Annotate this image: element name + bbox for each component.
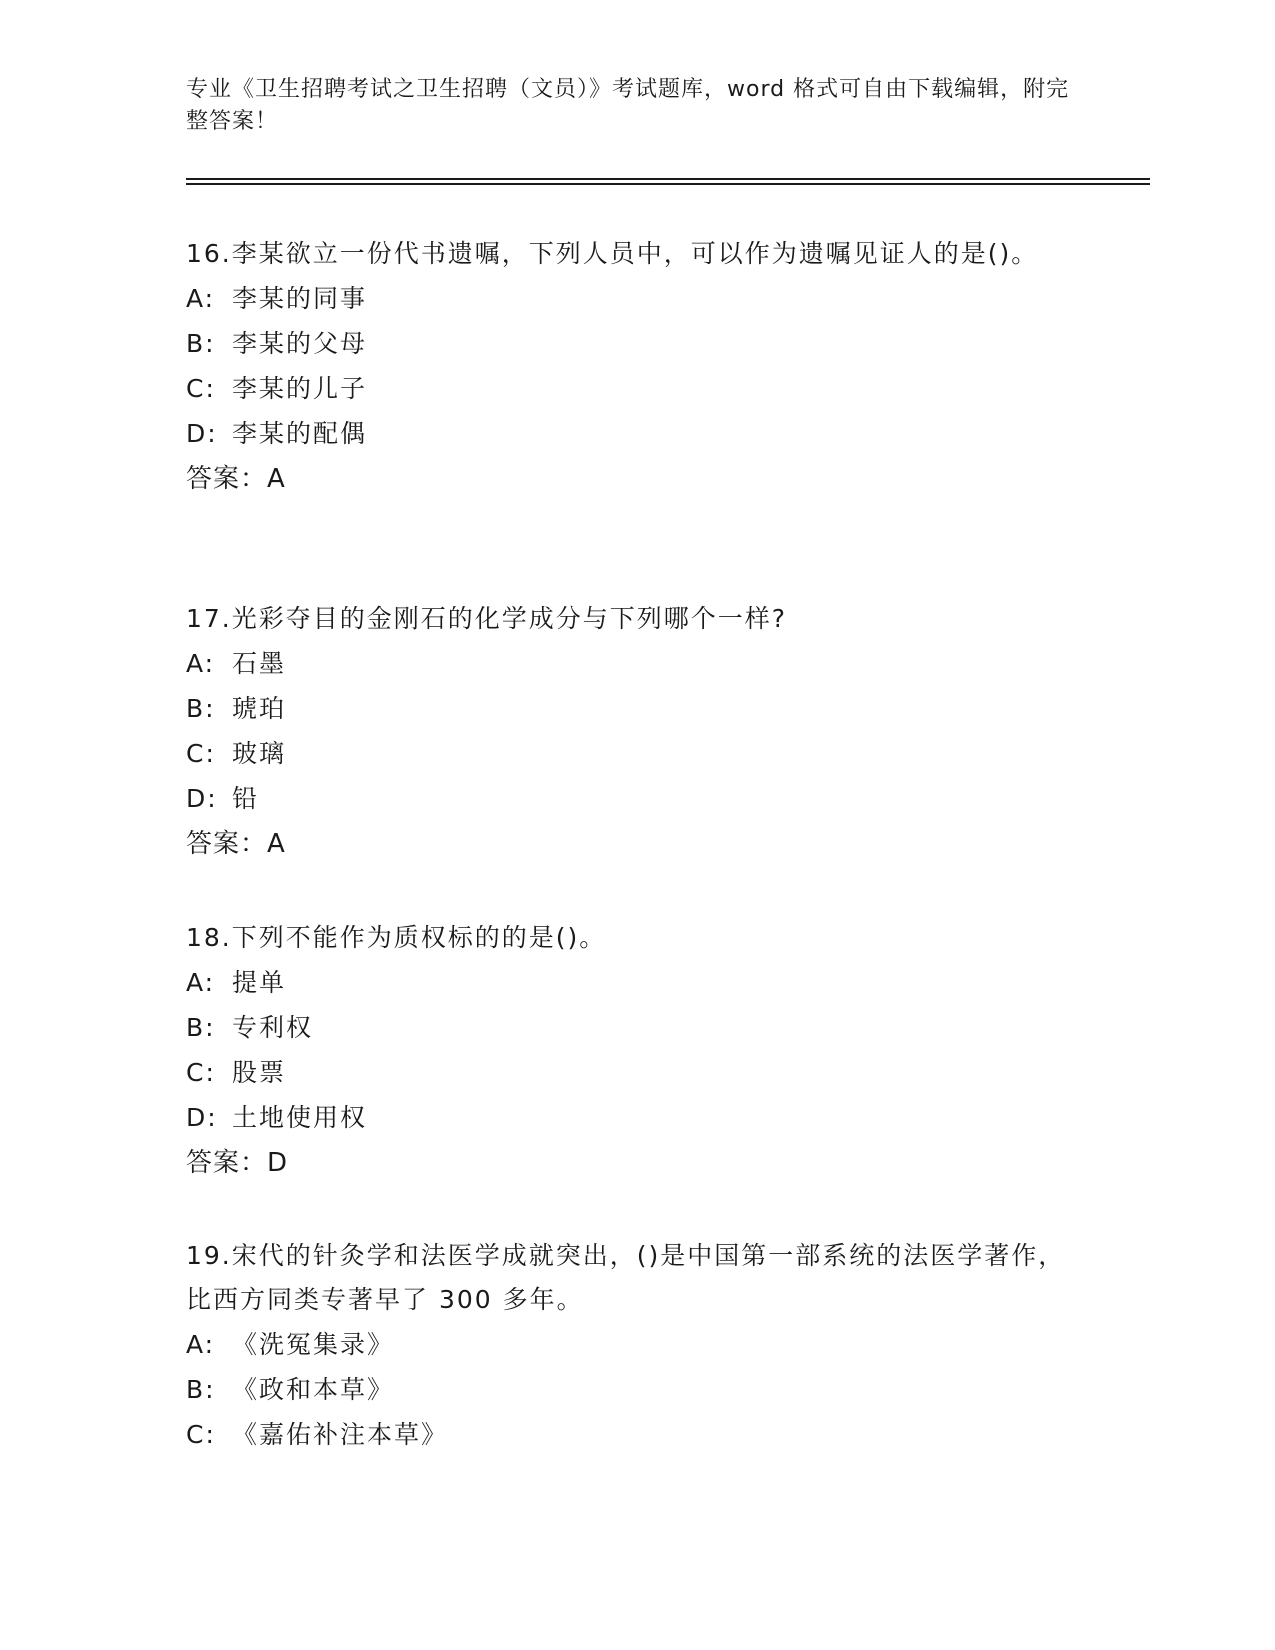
- option-letter: A:: [186, 1330, 216, 1359]
- option-a: [186, 960, 1086, 1005]
- option-text: 铅: [232, 784, 260, 813]
- question-stem: 17.光彩夺目的金刚石的化学成分与下列哪个一样?: [186, 604, 788, 633]
- question-stem: 19.宋代的针灸学和法医学成就突出，()是中国第一部系统的法医学著作，比西方同类专著早了 300 多年。: [186, 1241, 1066, 1314]
- option-b: [186, 1005, 1086, 1050]
- question-17: [186, 597, 1086, 867]
- option-b: [186, 321, 1086, 366]
- option-letter: B:: [186, 329, 216, 358]
- document-header: 专业《卫生招聘考试之卫生招聘（文员）》考试题库，word 格式可自由下载编辑，附完整答案！: [186, 77, 1070, 134]
- option-c: [186, 1412, 1086, 1457]
- option-d: [186, 776, 1086, 821]
- option-text: 股票: [232, 1058, 287, 1087]
- option-d: [186, 1095, 1086, 1140]
- option-letter: C:: [186, 374, 216, 403]
- option-c: [186, 731, 1086, 776]
- option-d: [186, 411, 1086, 456]
- option-c: [186, 366, 1086, 411]
- option-letter: D:: [186, 784, 218, 813]
- option-text: 专利权: [232, 1013, 314, 1042]
- option-text: 李某的配偶: [232, 419, 368, 448]
- option-text: 《洗冤集录》: [232, 1330, 395, 1359]
- option-letter: C:: [186, 1058, 216, 1087]
- option-c: [186, 1050, 1086, 1095]
- option-letter: C:: [186, 739, 216, 768]
- option-letter: C:: [186, 1420, 216, 1449]
- question-stem: 18.下列不能作为质权标的的是()。: [186, 923, 607, 952]
- option-text: 李某的父母: [232, 329, 368, 358]
- question-19: [186, 1234, 1086, 1457]
- answer-line: 答案：A: [186, 464, 286, 494]
- question-16: [186, 232, 1086, 502]
- answer-line: 答案：D: [186, 1148, 289, 1178]
- option-letter: A:: [186, 968, 216, 997]
- option-letter: A:: [186, 649, 216, 678]
- option-text: 土地使用权: [232, 1103, 368, 1132]
- option-text: 《嘉佑补注本草》: [232, 1420, 449, 1449]
- option-text: 李某的同事: [232, 284, 368, 313]
- option-letter: B:: [186, 1013, 216, 1042]
- option-letter: D:: [186, 419, 218, 448]
- option-letter: A:: [186, 284, 216, 313]
- option-text: 琥珀: [232, 694, 287, 723]
- header-divider-top: [186, 178, 1150, 180]
- header-divider-bottom: [186, 183, 1150, 185]
- option-a: [186, 276, 1086, 321]
- option-letter: B:: [186, 694, 216, 723]
- option-text: 石墨: [232, 649, 287, 678]
- option-text: 提单: [232, 968, 287, 997]
- answer-line: 答案：A: [186, 829, 286, 859]
- option-b: [186, 1367, 1086, 1412]
- question-18: [186, 916, 1086, 1186]
- option-b: [186, 686, 1086, 731]
- option-letter: D:: [186, 1103, 218, 1132]
- option-text: 李某的儿子: [232, 374, 368, 403]
- option-a: [186, 1322, 1086, 1367]
- question-stem: 16.李某欲立一份代书遗嘱，下列人员中，可以作为遗嘱见证人的是()。: [186, 239, 1039, 268]
- option-letter: B:: [186, 1375, 216, 1404]
- option-text: 《政和本草》: [232, 1375, 395, 1404]
- option-text: 玻璃: [232, 739, 287, 768]
- option-a: [186, 641, 1086, 686]
